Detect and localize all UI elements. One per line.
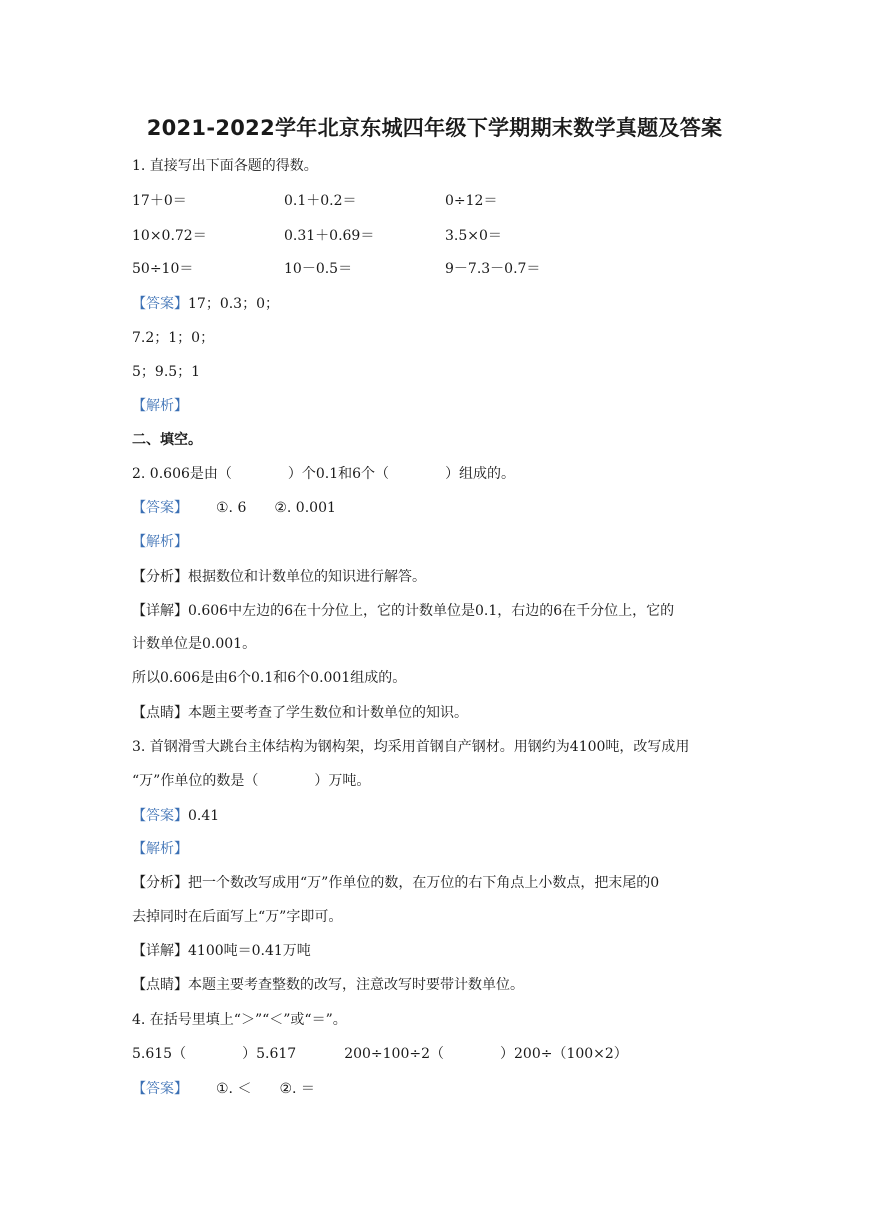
q1-cell: 9－7.3－0.7＝ [445, 261, 541, 277]
q2-answer [132, 498, 336, 518]
q2-prompt-part: ）个0.1和6个（ [287, 466, 390, 482]
q1-prompt: 1. 直接写出下面各题的得数。 [132, 158, 318, 174]
q4-answer [132, 1079, 315, 1099]
q4-item-part: 5.615（ [132, 1046, 187, 1062]
q3-prompt-1: 3. 首钢滑雪大跳台主体结构为钢构架，均采用首钢自产钢材。用钢约为4100吨，改写成用 [132, 739, 690, 755]
q1-answer-line-3: 5；9.5；1 [132, 364, 201, 380]
q4-items [132, 1044, 628, 1064]
q3-dianjing: 【点睛】本题主要考查整数的改写，注意改写时要带计数单位。 [132, 977, 524, 993]
q1-answer-line-2: 7.2；1；0； [132, 330, 215, 346]
q2-xiangjie-2: 计数单位是0.001。 [132, 636, 257, 652]
q3-prompt-2 [132, 771, 370, 791]
q4-item-part: ）200÷（100×2） [500, 1046, 628, 1062]
q3-fenxi-1: 【分析】把一个数改写成用“万”作单位的数，在万位的右下角点上小数点，把末尾的0 [132, 875, 660, 891]
answer-item: ①. 6 [216, 500, 247, 516]
q1-cell: 17＋0＝ [132, 193, 187, 209]
q4-prompt: 4. 在括号里填上“＞”“＜”或“＝”。 [132, 1012, 347, 1028]
q4-item-part: 200÷100÷2（ [344, 1046, 444, 1062]
answer-tag: 【答案】 [132, 808, 188, 824]
answer-text: 0.41 [188, 808, 220, 824]
q4-item-part: ）5.617 [242, 1046, 297, 1062]
q3-fenxi-2: 去掉同时在后面写上“万”字即可。 [132, 909, 343, 925]
q3-xiangjie: 【详解】4100吨＝0.41万吨 [132, 943, 311, 959]
q1-cell: 0.1＋0.2＝ [284, 193, 357, 209]
q3-analysis-tag: 【解析】 [132, 841, 188, 857]
answer-item: ①. ＜ [216, 1081, 252, 1097]
section-heading: 二、填空。 [132, 432, 202, 448]
q1-answer [132, 294, 279, 314]
q2-dianjing: 【点睛】本题主要考查了学生数位和计数单位的知识。 [132, 705, 468, 721]
q2-xiangjie-3: 所以0.606是由6个0.1和6个0.001组成的。 [132, 670, 407, 686]
q3-prompt-part: “万”作单位的数是（ [132, 773, 259, 789]
q3-prompt-part: ）万吨。 [314, 773, 371, 789]
q1-cell: 3.5×0＝ [445, 228, 502, 244]
answer-tag: 【答案】 [132, 500, 188, 516]
q2-prompt [132, 464, 515, 484]
document-title: 2021-2022学年北京东城四年级下学期期末数学真题及答案 [146, 116, 723, 140]
answer-tag: 【答案】 [132, 296, 188, 312]
answer-tag: 【答案】 [132, 1081, 188, 1097]
q1-cell: 0÷12＝ [445, 193, 498, 209]
answer-item: ②. ＝ [279, 1081, 315, 1097]
q2-analysis-tag: 【解析】 [132, 534, 188, 550]
q1-cell: 10×0.72＝ [132, 228, 207, 244]
q1-cell: 0.31＋0.69＝ [284, 228, 375, 244]
q1-analysis-tag: 【解析】 [132, 398, 188, 414]
q2-fenxi: 【分析】根据数位和计数单位的知识进行解答。 [132, 569, 426, 585]
q3-answer [132, 806, 219, 826]
q1-cell: 10－0.5＝ [284, 261, 353, 277]
q2-prompt-part: ）组成的。 [445, 466, 516, 482]
q1-cell: 50÷10＝ [132, 261, 194, 277]
q2-prompt-part: 2. 0.606是由（ [132, 466, 232, 482]
answer-text: 17；0.3；0； [188, 296, 279, 312]
answer-item: ②. 0.001 [274, 500, 336, 516]
q2-xiangjie-1: 【详解】0.606中左边的6在十分位上，它的计数单位是0.1，右边的6在千分位上，它的 [132, 603, 675, 619]
